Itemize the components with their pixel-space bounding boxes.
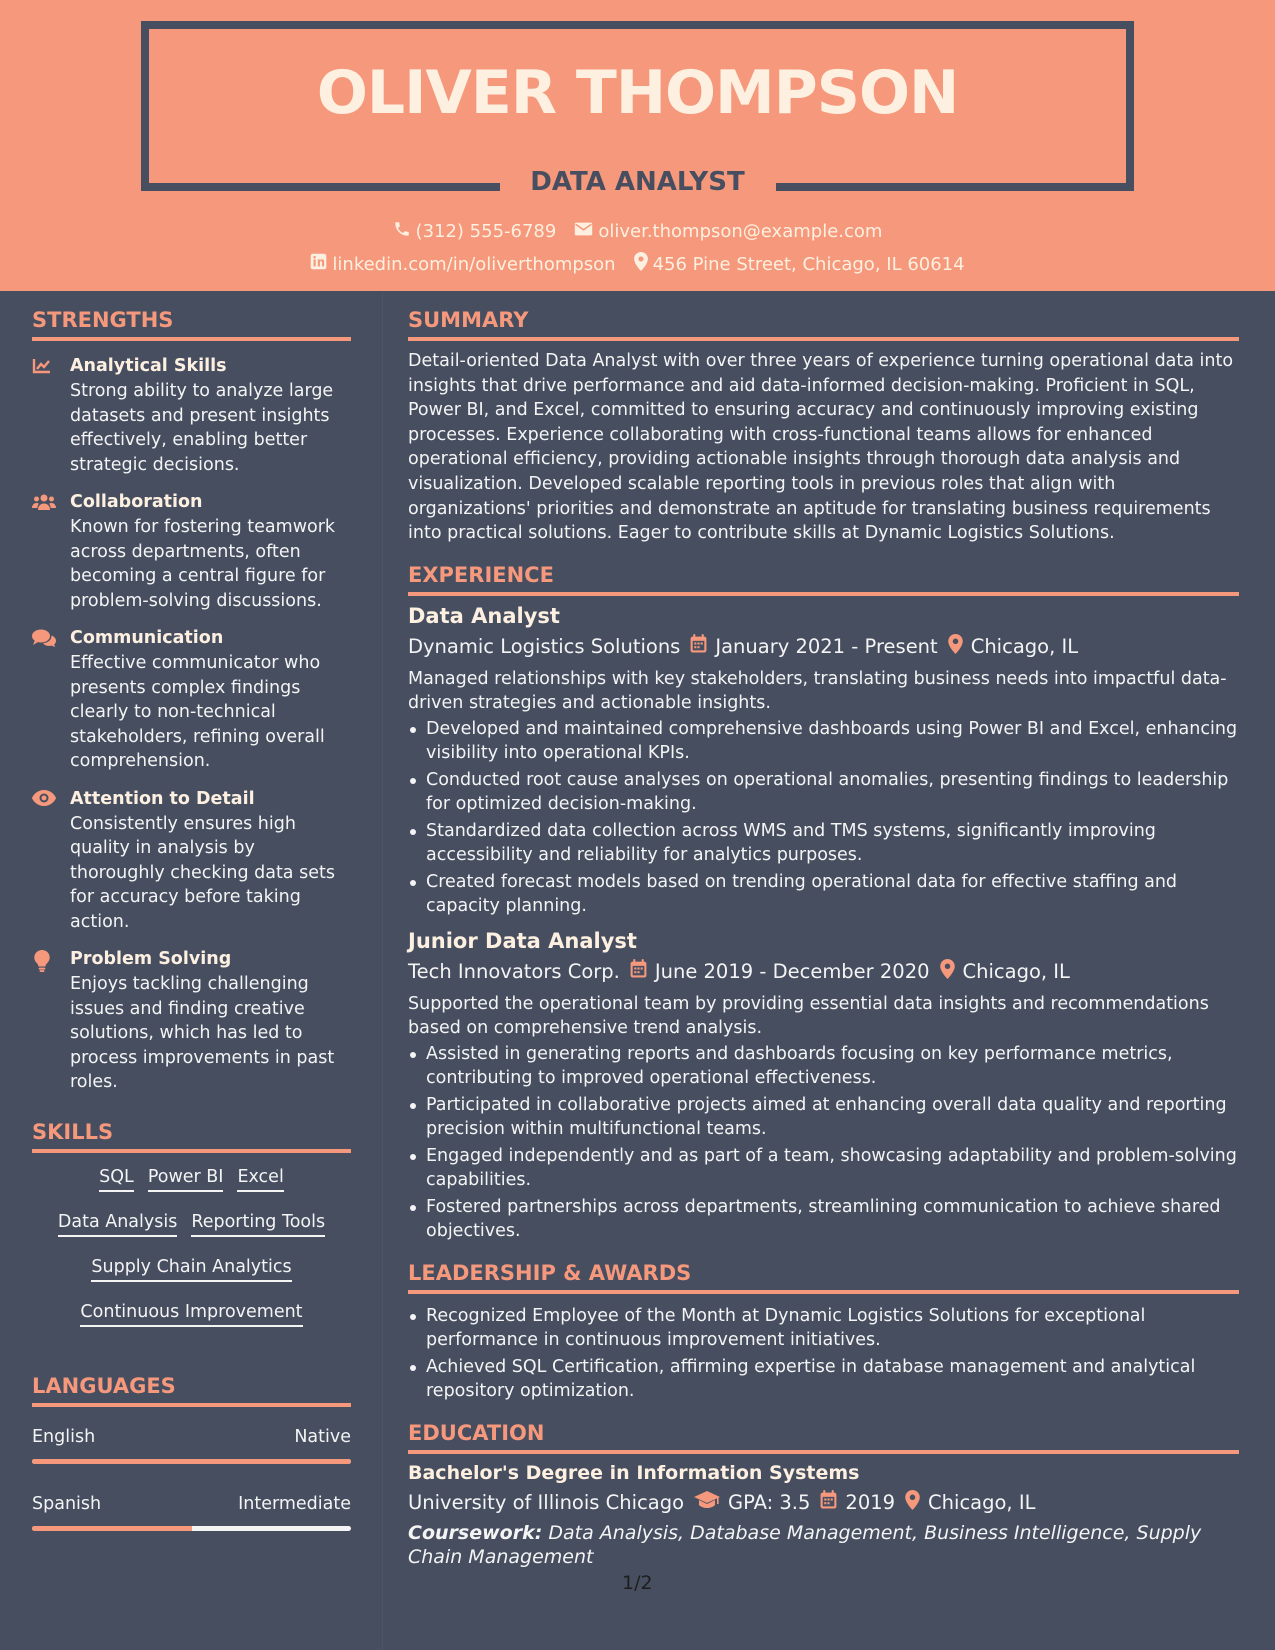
contact-phone[interactable]: [393, 220, 557, 243]
job-entry: [408, 929, 1239, 1244]
address-text: 456 Pine Street, Chicago, IL 60614: [652, 253, 965, 275]
education-year-text: 2019: [845, 1490, 896, 1514]
page-number: 1/2: [622, 1572, 653, 1594]
skills-line: [32, 1257, 351, 1302]
job-description: Supported the operational team by providing essential data insights and recommendations based on comprehensive trend analysis.: [408, 993, 1209, 1039]
job-company: Dynamic Logistics Solutions: [408, 634, 681, 658]
strength-item: [32, 788, 351, 935]
left-column: [32, 305, 351, 1531]
strength-desc: Strong ability to analyze large datasets and present insights effectively, enabling better strategic decisions.: [70, 381, 334, 475]
language-bar: [32, 1459, 351, 1464]
strength-item: [32, 948, 351, 1095]
linkedin-icon: [310, 253, 327, 275]
bullet-item: Assisted in generating reports and dashboards focusing on key performance metrics, contributing to improved operational effectiveness.: [408, 1042, 1239, 1091]
email-text: oliver.thompson@example.com: [598, 221, 883, 242]
job-dates: [630, 959, 930, 983]
contact-email[interactable]: [574, 221, 882, 242]
education-heading: EDUCATION: [408, 1418, 1239, 1454]
envelope-icon: [574, 221, 593, 242]
graduation-cap-icon: [694, 1491, 720, 1514]
strength-title: Communication: [70, 628, 224, 648]
language-bar-fill: [32, 1459, 351, 1464]
summary-text: Detail-oriented Data Analyst with over three years of experience turning operational data into insights that drive performance and aid data-informed decision-making. Proficient in SQL, Power BI, and Excel, committed to ensuring accuracy and continuously improving existing processes. Experience collaborating with cross-functional teams allows for enhanced operational efficiency, providing actionable insights through thorough data analysis and visualization. Developed scalable reporting tools in previous roles that align with organizations' priorities and demonstrate an aptitude for translating business requirements into practical solutions. Eager to contribute skills at Dynamic Logistics Solutions.: [408, 351, 1234, 544]
skills-line: [32, 1167, 351, 1212]
language-bar-fill: [32, 1526, 192, 1531]
languages-heading: LANGUAGES: [32, 1371, 351, 1407]
education-location-text: Chicago, IL: [928, 1490, 1036, 1514]
strengths-heading: STRENGTHS: [32, 305, 351, 341]
language-level: Intermediate: [238, 1493, 351, 1514]
job-title-heading: DATA ANALYST: [530, 167, 745, 197]
strength-desc: Known for fostering teamwork across departments, often becoming a central figure for problem-solving discussions.: [70, 517, 336, 611]
skills-line: [32, 1302, 351, 1347]
lightbulb-icon: [32, 948, 70, 1095]
language-name: English: [32, 1426, 96, 1447]
strength-title: Analytical Skills: [70, 356, 227, 376]
job-location-text: Chicago, IL: [970, 634, 1079, 658]
job-meta: [408, 634, 1239, 659]
candidate-name: OLIVER THOMPSON: [316, 58, 959, 128]
calendar-icon: [690, 634, 707, 658]
job-bullets: [408, 717, 1239, 919]
language-bar: [32, 1526, 351, 1531]
coursework: [408, 1521, 1239, 1569]
education-location: [905, 1490, 1035, 1515]
calendar-icon: [820, 1490, 837, 1514]
skill-tag: Data Analysis: [58, 1212, 177, 1237]
coursework-label: Coursework:: [408, 1521, 543, 1544]
bullet-item: Standardized data collection across WMS and TMS systems, significantly improving accessibility and reliability for analytics purposes.: [408, 819, 1239, 868]
calendar-icon: [630, 959, 647, 983]
job-bullets: [408, 1042, 1239, 1244]
language-item: [32, 1427, 351, 1464]
bullet-item: Achieved SQL Certification, affirming expertise in database management and analytical repository optimization.: [408, 1355, 1239, 1404]
bullet-item: Recognized Employee of the Month at Dynamic Logistics Solutions for exceptional performance in continuous improvement initiatives.: [408, 1304, 1239, 1353]
education-entry: [408, 1462, 1239, 1569]
education-degree: Bachelor's Degree in Information Systems: [408, 1461, 860, 1484]
job-meta: [408, 959, 1239, 984]
strength-desc: Effective communicator who presents complex findings clearly to non-technical stakeholders, refining overall comprehension.: [70, 653, 325, 771]
bullet-item: Developed and maintained comprehensive dashboards using Power BI and Excel, enhancing visibility into operational KPIs.: [408, 717, 1239, 766]
strength-item: [32, 491, 351, 613]
phone-icon: [393, 220, 411, 243]
job-location-text: Chicago, IL: [962, 959, 1070, 983]
education-year: [820, 1490, 895, 1514]
bullet-item: Engaged independently and as part of a team, showcasing adaptability and problem-solving capabilities.: [408, 1144, 1239, 1193]
language-level: Native: [294, 1426, 351, 1447]
skill-tag: SQL: [99, 1167, 134, 1192]
map-marker-icon: [948, 634, 963, 659]
strength-title: Problem Solving: [70, 949, 232, 969]
job-location: [948, 634, 1078, 659]
job-description: Managed relationships with key stakeholders, translating business needs into impactful data-driven strategies and actionable insights.: [408, 668, 1227, 714]
job-location: [940, 959, 1070, 984]
comments-icon: [32, 627, 70, 774]
strength-desc: Consistently ensures high quality in analysis by thoroughly checking data sets for accuracy before taking action.: [70, 813, 335, 932]
contact-row-secondary: [0, 252, 1275, 276]
bullet-item: Fostered partnerships across departments, streamlining communication to achieve shared objectives.: [408, 1195, 1239, 1244]
users-icon: [32, 491, 70, 613]
column-divider: [382, 291, 383, 1650]
experience-heading: EXPERIENCE: [408, 560, 1239, 596]
education-meta: [408, 1490, 1239, 1515]
education-school: University of Illinois Chicago: [408, 1490, 684, 1514]
leadership-bullets: [408, 1304, 1239, 1404]
bullet-item: Created forecast models based on trending operational data for effective staffing and capacity planning.: [408, 870, 1239, 919]
education-gpa: [694, 1491, 810, 1514]
skill-tag: Excel: [237, 1167, 283, 1192]
strength-item: [32, 627, 351, 774]
map-marker-icon: [905, 1490, 920, 1515]
eye-icon: [32, 788, 70, 935]
strength-item: [32, 355, 351, 477]
skill-tag: Power BI: [148, 1167, 224, 1192]
job-title: Data Analyst: [408, 603, 560, 628]
job-company: Tech Innovators Corp.: [408, 959, 620, 983]
coursework-text: Data Analysis, Database Management, Business Intelligence, Supply Chain Management: [408, 1521, 1202, 1568]
skills-list: [32, 1167, 351, 1347]
education-gpa-text: GPA: 3.5: [728, 1490, 811, 1514]
right-column: [408, 305, 1239, 1569]
job-entry: [408, 604, 1239, 919]
job-title: Junior Data Analyst: [408, 928, 637, 953]
skills-heading: SKILLS: [32, 1117, 351, 1153]
contact-address: [634, 252, 965, 276]
skill-tag: Continuous Improvement: [80, 1302, 302, 1327]
strength-desc: Enjoys tackling challenging issues and finding creative solutions, which has led to process improvements in past roles.: [70, 974, 335, 1092]
job-dates-text: June 2019 - December 2020: [654, 959, 930, 983]
leadership-heading: LEADERSHIP & AWARDS: [408, 1258, 1239, 1294]
strength-title: Attention to Detail: [70, 788, 255, 809]
job-dates: [690, 634, 937, 658]
chart-line-icon: [32, 355, 70, 477]
language-name: Spanish: [32, 1493, 102, 1514]
contact-linkedin[interactable]: [310, 253, 615, 275]
job-dates-text: January 2021 - Present: [715, 634, 938, 658]
bullet-item: Conducted root cause analyses on operational anomalies, presenting findings to leadership for optimized decision-making.: [408, 768, 1239, 817]
linkedin-text: linkedin.com/in/oliverthompson: [332, 253, 616, 275]
map-marker-icon: [940, 959, 955, 984]
strength-title: Collaboration: [70, 492, 203, 512]
contact-row-primary: [0, 220, 1275, 243]
skill-tag: Reporting Tools: [191, 1212, 325, 1237]
resume-header: [0, 0, 1275, 291]
phone-text: (312) 555-6789: [415, 221, 557, 242]
summary-heading: SUMMARY: [408, 305, 1239, 341]
skill-tag: Supply Chain Analytics: [91, 1257, 291, 1282]
skills-line: [32, 1212, 351, 1257]
language-item: [32, 1494, 351, 1531]
map-marker-icon: [634, 252, 648, 276]
bullet-item: Participated in collaborative projects aimed at enhancing overall data quality and reporting precision within multifunctional teams.: [408, 1093, 1239, 1142]
